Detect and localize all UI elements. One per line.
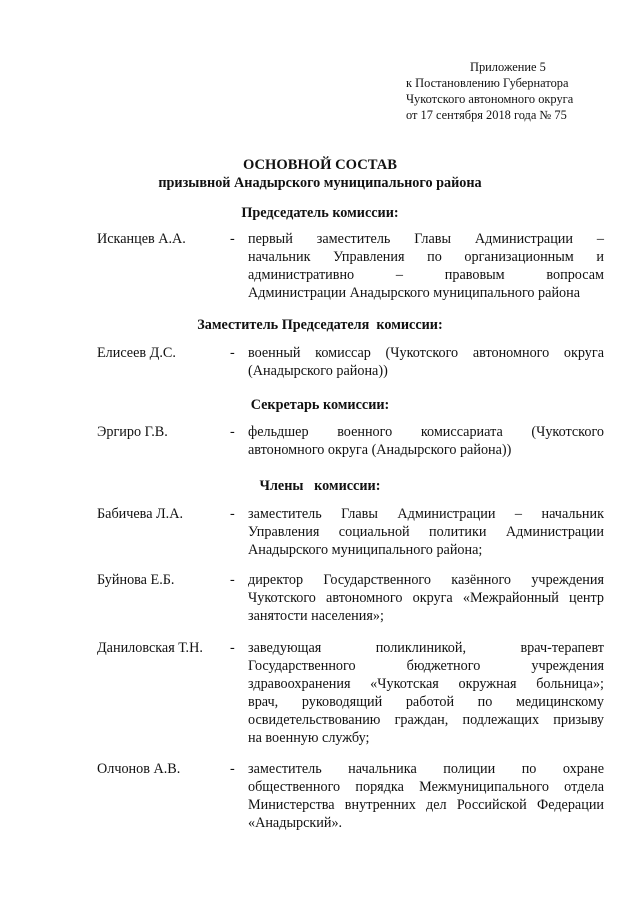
member-name: Даниловская Т.Н. (97, 640, 203, 656)
appendix-line: Приложение 5 (470, 60, 546, 74)
appendix-header (406, 59, 606, 123)
section-heading-chairman: Председатель комиссии: (241, 205, 399, 221)
member-name: Буйнова Е.Б. (97, 572, 175, 588)
member-dash: - (230, 572, 235, 588)
member-position: директор Государственного казённого учреждения Чукотского автономного округа «Межрайонный центр занятости населения»; (248, 572, 604, 624)
member-name: Елисеев Д.С. (97, 345, 176, 361)
member-dash: - (230, 231, 235, 247)
appendix-line: Чукотского автономного округа (406, 92, 574, 106)
member-name: Эргиро Г.В. (97, 424, 168, 440)
document-title: ОСНОВНОЙ СОСТАВ (242, 157, 398, 173)
member-position: первый заместитель Главы Администрации – начальник Управления по организационным и административно – правовым вопросам Администрации Анадырского муниципального района (248, 231, 604, 301)
member-position: заместитель Главы Администрации – начальник Управления социальной политики Администрации Анадырского муниципального района; (248, 506, 604, 558)
appendix-line: от 17 сентября 2018 года № 75 (406, 108, 567, 122)
member-dash: - (230, 506, 235, 522)
document-subtitle: призывной Анадырского муниципального района (158, 175, 482, 191)
section-heading-secretary: Секретарь комиссии: (250, 397, 390, 413)
member-dash: - (230, 345, 235, 361)
member-name: Бабичева Л.А. (97, 506, 184, 522)
member-name: Исканцев А.А. (97, 231, 186, 247)
appendix-line: к Постановлению Губернатора (406, 76, 569, 90)
member-dash: - (230, 424, 235, 440)
member-dash: - (230, 640, 235, 656)
section-heading-deputy: Заместитель Председателя комиссии: (197, 317, 443, 333)
member-dash: - (230, 761, 235, 777)
section-heading-members: Члены комиссии: (259, 478, 381, 494)
member-position: фельдшер военного комиссариата (Чукотского автономного округа (Анадырского района)) (248, 424, 604, 458)
member-position: заведующая поликлиникой, врач-терапевт Государственного бюджетного учреждения здравоохранения «Чукотская окружная больница»; врач, руководящий работой по медицинскому освидетельствованию граждан, подлежащих призыву на военную службу; (248, 640, 604, 746)
member-position: заместитель начальника полиции по охране общественного порядка Межмуниципального отдела Министерства внутренних дел Российской Федерации «Анадырский». (248, 761, 604, 831)
member-name: Олчонов А.В. (97, 761, 181, 777)
member-position: военный комиссар (Чукотского автономного округа (Анадырского района)) (248, 345, 604, 379)
